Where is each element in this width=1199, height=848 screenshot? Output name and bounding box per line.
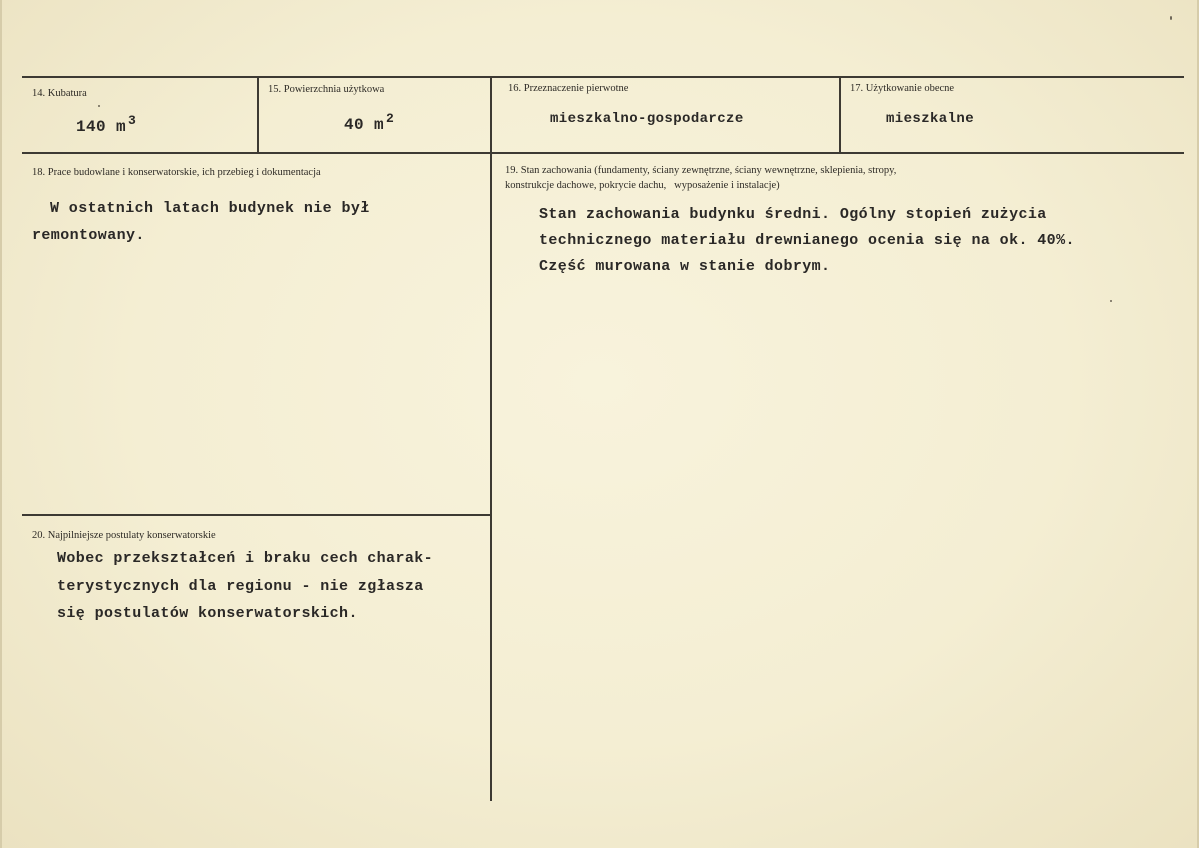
field-19-line-2: technicznego materiału drewnianego ocenia się na ok. 40%. [539, 232, 1075, 249]
field-20-line-2: terystycznych dla regionu - nie zgłasza [57, 578, 424, 595]
field-18-label: 18. Prace budowlane i konserwatorskie, ich przebieg i dokumentacja [32, 167, 321, 178]
field-16-label: 16. Przeznaczenie pierwotne [508, 83, 629, 94]
field-15-label: 15. Powierzchnia użytkowa [268, 84, 385, 95]
header-bottom-rule [22, 152, 1184, 154]
field-20-line-1: Wobec przekształceń i braku cech charak- [57, 550, 434, 567]
top-rule [22, 76, 1184, 78]
field-19-line-1: Stan zachowania budynku średni. Ogólny stopień zużycia [539, 206, 1047, 223]
field-19-label-line-1: 19. Stan zachowania (fundamenty, ściany zewnętrzne, ściany wewnętrzne, sklepienia, stropy, [505, 165, 897, 176]
divider-main [490, 77, 492, 801]
field-15-value [344, 111, 394, 134]
field-19-line-3: Część murowana w stanie dobrym. [539, 258, 831, 275]
field-14-value [76, 113, 136, 136]
field-18-line-1: W ostatnich latach budynek nie był [50, 200, 370, 217]
field-14-exponent: 3 [128, 113, 137, 128]
paper-speck [1170, 16, 1172, 20]
paper-speck [1110, 300, 1112, 302]
section-20-top-rule [22, 514, 490, 516]
field-18-line-2: remontowany. [32, 227, 145, 244]
field-16-value: mieszkalno-gospodarcze [550, 111, 744, 127]
field-15-exponent: 2 [386, 111, 395, 126]
field-20-line-3: się postulatów konserwatorskich. [57, 605, 358, 622]
field-19-label-line-2: konstrukcje dachowe, pokrycie dachu, wyposażenie i instalacje) [505, 180, 780, 191]
divider-14-15 [257, 77, 259, 152]
field-17-value: mieszkalne [886, 111, 975, 127]
field-15-number: 40 m [344, 116, 385, 134]
paper-speck [98, 105, 100, 107]
field-14-label: 14. Kubatura [32, 88, 87, 99]
field-17-label: 17. Użytkowanie obecne [850, 83, 955, 94]
field-20-label: 20. Najpilniejsze postulaty konserwatorskie [32, 530, 216, 541]
field-14-number: 140 m [76, 118, 127, 136]
divider-16-17 [839, 77, 841, 152]
